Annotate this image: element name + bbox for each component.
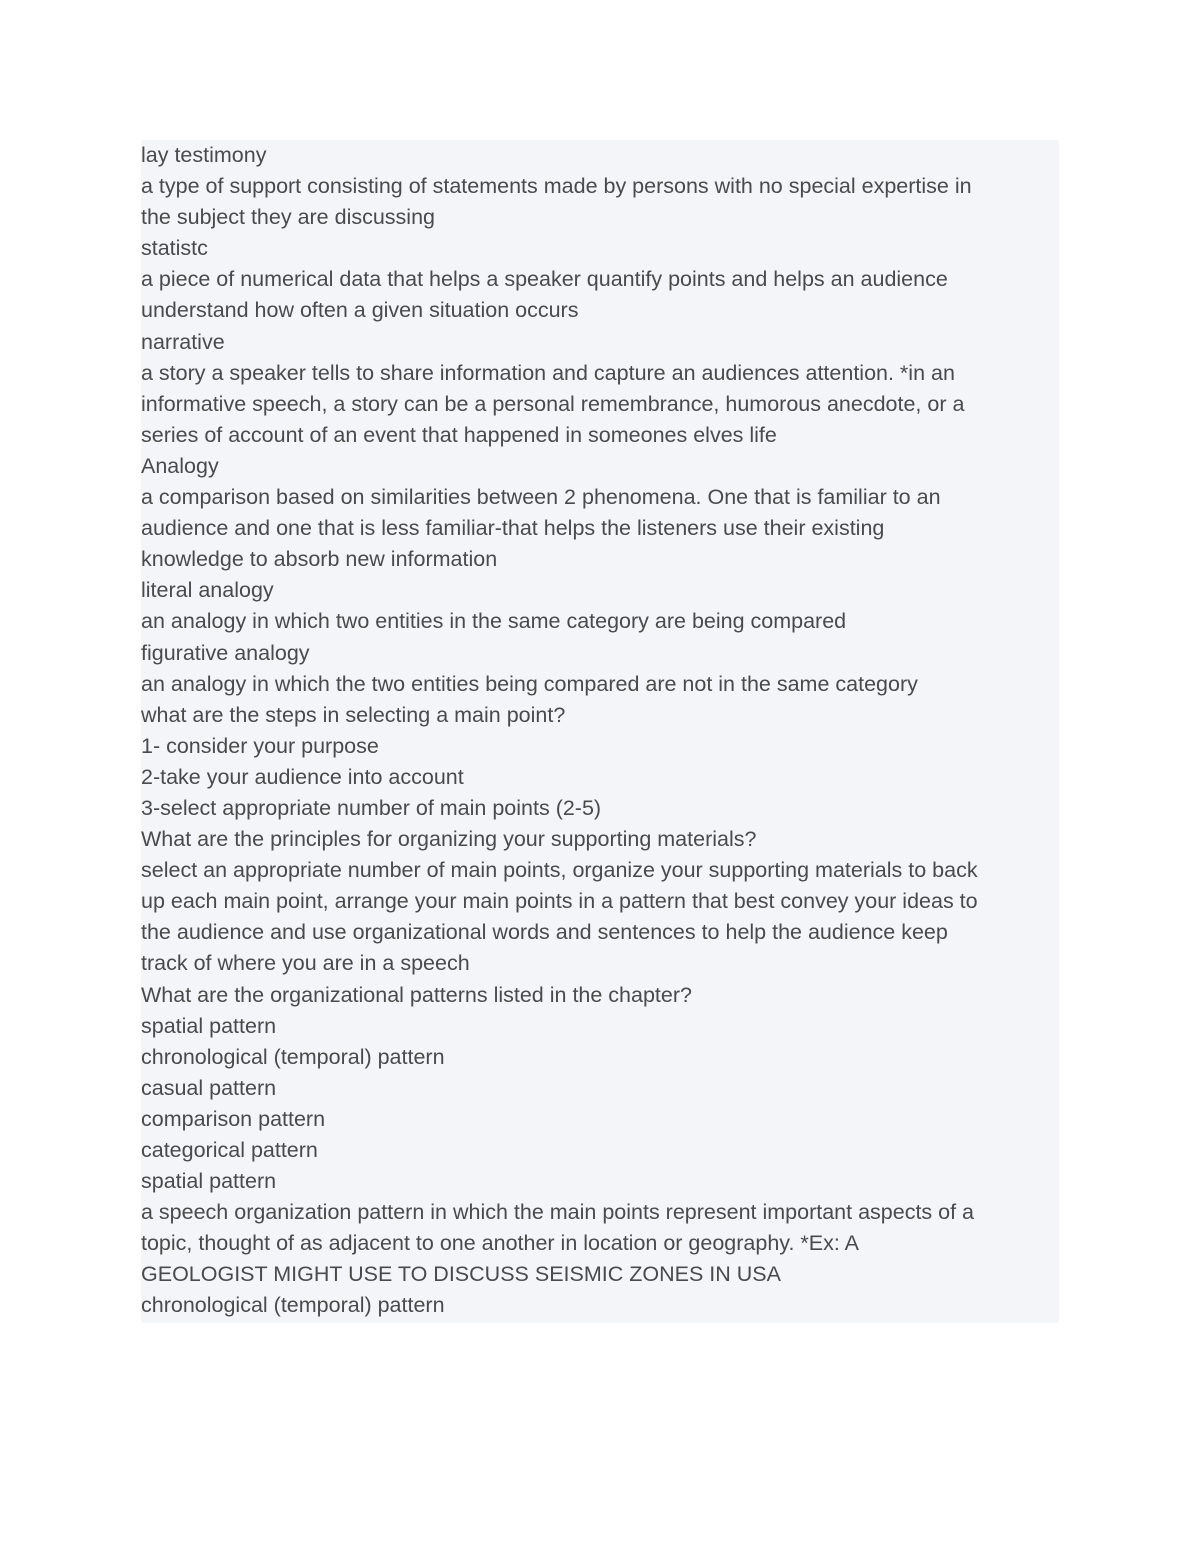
text-line: the audience and use organizational words and sentences to help the audience keep	[141, 920, 948, 945]
text-line: 3-select appropriate number of main points (2-5)	[141, 795, 602, 820]
text-line: informative speech, a story can be a personal remembrance, humorous anecdote, or a	[141, 391, 965, 416]
text-line: understand how often a given situation occurs	[141, 298, 579, 323]
text-line: series of account of an event that happened in someones elves life	[141, 422, 777, 447]
document-text-block	[141, 140, 1059, 1323]
text-line: spatial pattern	[141, 1013, 277, 1038]
text-line: a type of support consisting of statements made by persons with no special expertise in	[141, 174, 972, 199]
text-line: what are the steps in selecting a main point?	[141, 702, 566, 727]
text-line: a story a speaker tells to share information and capture an audiences attention. *in an	[141, 360, 955, 385]
text-line: the subject they are discussing	[141, 205, 435, 230]
text-line: an analogy in which the two entities being compared are not in the same category	[141, 671, 918, 696]
text-line: track of where you are in a speech	[141, 951, 470, 976]
text-line: Analogy	[141, 453, 219, 478]
text-line: select an appropriate number of main points, organize your supporting materials to back	[141, 858, 978, 883]
text-line: statistc	[141, 236, 208, 261]
text-line: chronological (temporal) pattern	[141, 1044, 445, 1069]
text-line: a comparison based on similarities between 2 phenomena. One that is familiar to an	[141, 485, 941, 510]
text-line: topic, thought of as adjacent to one another in location or geography. *Ex: A	[141, 1231, 859, 1256]
text-line: comparison pattern	[141, 1106, 326, 1131]
text-line: an analogy in which two entities in the same category are being compared	[141, 609, 847, 634]
text-line: knowledge to absorb new information	[141, 547, 498, 572]
text-line: a piece of numerical data that helps a speaker quantify points and helps an audience	[141, 267, 948, 292]
text-line: spatial pattern	[141, 1169, 277, 1194]
text-line: What are the organizational patterns listed in the chapter?	[141, 982, 692, 1007]
text-line: 2-take your audience into account	[141, 764, 464, 789]
text-line: chronological (temporal) pattern	[141, 1293, 445, 1318]
text-line: categorical pattern	[141, 1138, 318, 1162]
text-line: a speech organization pattern in which the main points represent important aspects of a	[141, 1200, 975, 1225]
text-line: GEOLOGIST MIGHT USE TO DISCUSS SEISMIC ZONES IN USA	[141, 1262, 781, 1287]
text-line: figurative analogy	[141, 640, 310, 665]
text-line: narrative	[141, 329, 225, 354]
text-line: audience and one that is less familiar-that helps the listeners use their existing	[141, 516, 885, 541]
text-line: 1- consider your purpose	[141, 733, 379, 758]
text-line: lay testimony	[141, 143, 267, 167]
text-line: literal analogy	[141, 578, 274, 603]
text-line: What are the principles for organizing your supporting materials?	[141, 827, 757, 852]
text-line: casual pattern	[141, 1075, 277, 1100]
text-line: up each main point, arrange your main points in a pattern that best convey your ideas to	[141, 889, 978, 914]
